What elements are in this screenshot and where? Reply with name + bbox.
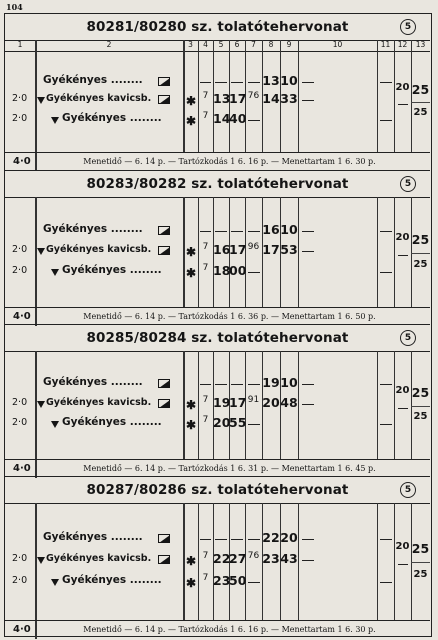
- time-hour: 20: [262, 394, 280, 410]
- down-triangle-icon: [51, 579, 59, 586]
- distance: 2·0: [12, 575, 28, 587]
- time-minute: 17: [229, 394, 247, 410]
- time-cell: 91: [247, 394, 260, 405]
- time-cell: 7: [202, 91, 209, 102]
- station-name: [62, 264, 162, 276]
- half-filled-rectangle-icon: [158, 77, 170, 86]
- empty-cell-dash: [380, 82, 392, 83]
- station-name: Gyékényes kavicsb.: [46, 93, 152, 105]
- leader-dots: ........: [126, 263, 162, 276]
- empty-cell-dash: [215, 539, 227, 540]
- value-cell: 25: [411, 231, 430, 247]
- empty-cell-dash: [248, 539, 260, 540]
- distance: 2·0: [12, 112, 28, 124]
- column-number: 7: [251, 40, 256, 49]
- time-minute: 50: [229, 573, 247, 589]
- distance: 2·0: [12, 243, 28, 255]
- column-divider: [298, 40, 299, 152]
- time-minute: 10: [280, 73, 298, 89]
- column-number: 9: [286, 40, 292, 49]
- time-hour: 17: [262, 241, 280, 257]
- time-minute: 27: [229, 551, 247, 567]
- note-asterisk: ✱: [186, 554, 197, 569]
- time-hour: 13: [213, 91, 231, 107]
- column-number: 8: [268, 40, 274, 49]
- train-block: [5, 170, 430, 325]
- empty-cell-dash: [248, 82, 260, 83]
- leader-dots: ........: [126, 111, 162, 124]
- value-cell: 25: [413, 258, 428, 270]
- column-number: 6: [234, 40, 240, 49]
- train-title: 80287/80286 sz. tolatótehervonat: [86, 482, 349, 498]
- column-number-row: [5, 40, 430, 52]
- time-minute: 33: [280, 91, 298, 107]
- time-minute: 20: [280, 530, 298, 546]
- train-title-row: [5, 325, 430, 352]
- empty-cell-dash: [200, 384, 211, 385]
- station-name: Gyékényes kavicsb.: [46, 396, 152, 408]
- column-divider: [298, 197, 299, 307]
- empty-cell-dash: [231, 231, 243, 232]
- time-hour: 23: [262, 551, 280, 567]
- time-minute: 53: [280, 241, 298, 257]
- station-name: [62, 416, 162, 428]
- column-divider: [298, 503, 299, 620]
- column-divider: [35, 621, 37, 639]
- down-triangle-icon: [51, 117, 59, 124]
- station-name: [43, 531, 143, 543]
- empty-cell-dash: [302, 560, 314, 561]
- train-block: [5, 14, 430, 170]
- empty-cell-dash: [231, 82, 243, 83]
- leader-dots: ........: [107, 223, 143, 235]
- empty-cell-dash: [380, 272, 392, 273]
- down-triangle-icon: [37, 401, 45, 408]
- station-label: Gyékényes: [43, 74, 108, 87]
- distance: 2·0: [12, 93, 28, 105]
- value-cell: 20: [395, 231, 410, 243]
- timing-summary: Menetidő — 6. 14 p. — Tartózkodás 1 6. 31 p. — Menettartam 1 6. 45 p.: [83, 464, 376, 473]
- class-badge: 5: [400, 176, 416, 192]
- value-cell: 20: [395, 385, 410, 397]
- time-cell: 7: [202, 551, 209, 562]
- time-minute: 48: [280, 394, 298, 410]
- empty-cell-dash: [248, 424, 260, 425]
- leader-dots: ........: [126, 416, 162, 429]
- empty-cell-dash: [248, 120, 260, 121]
- column-divider: [377, 503, 378, 620]
- timing-summary: Menetidő — 6. 14 p. — Tartózkodás 1 6. 16 p. — Menettartam 1 6. 30 p.: [83, 625, 376, 634]
- value-cell: 25: [413, 411, 428, 423]
- column-divider: [377, 197, 378, 307]
- train-title: 80281/80280 sz. tolatótehervonat: [86, 19, 349, 35]
- time-hour: 23: [213, 573, 231, 589]
- empty-cell-dash: [398, 564, 408, 565]
- time-minute: 40: [229, 110, 247, 126]
- empty-cell-dash: [380, 384, 392, 385]
- distance: 2·0: [12, 396, 28, 408]
- half-filled-rectangle-icon: [158, 246, 170, 255]
- empty-cell-dash: [231, 539, 243, 540]
- time-hour: 16: [213, 241, 231, 257]
- empty-cell-dash: [215, 384, 227, 385]
- empty-cell-dash: [380, 120, 392, 121]
- column-divider: [198, 503, 199, 620]
- class-badge: 5: [400, 482, 416, 498]
- total-distance: 4·0: [13, 463, 31, 474]
- note-asterisk: ✱: [186, 265, 197, 280]
- train-footer: [5, 152, 430, 171]
- down-triangle-icon: [51, 421, 59, 428]
- value-cell: 25: [411, 385, 430, 401]
- empty-cell-dash: [200, 82, 211, 83]
- page-number: 104: [6, 2, 23, 12]
- train-title-row: [5, 477, 430, 504]
- empty-cell-dash: [231, 384, 243, 385]
- leader-dots: ........: [126, 574, 162, 587]
- train-title-row: [5, 14, 430, 41]
- timing-summary: Menetidő — 6. 14 p. — Tartózkodás 1 6. 16 p. — Menettartam 1 6. 30 p.: [83, 157, 376, 166]
- time-cell: 76: [247, 91, 260, 102]
- half-filled-rectangle-icon: [158, 379, 170, 388]
- column-divider: [183, 351, 185, 459]
- empty-cell-dash: [248, 384, 260, 385]
- empty-cell-dash: [302, 539, 314, 540]
- train-footer: [5, 620, 430, 639]
- note-asterisk: ✱: [186, 113, 197, 128]
- note-asterisk: ✱: [186, 418, 197, 433]
- station-name: [43, 376, 143, 388]
- time-minute: 10: [280, 375, 298, 391]
- leader-dots: ........: [107, 74, 143, 87]
- note-asterisk: ✱: [186, 397, 197, 412]
- station-name: Gyékényes kavicsb.: [46, 553, 152, 565]
- station-name: [43, 74, 143, 86]
- value-cell: 20: [395, 82, 410, 94]
- half-filled-rectangle-icon: [158, 95, 170, 104]
- train-block: [5, 476, 430, 638]
- time-cell: 7: [202, 262, 209, 273]
- empty-cell-dash: [200, 231, 211, 232]
- time-hour: 19: [262, 375, 280, 391]
- station-label: Gyékényes: [43, 376, 108, 389]
- total-distance: 4·0: [13, 156, 31, 167]
- timetable-sheet: [4, 13, 432, 637]
- time-minute: 43: [280, 551, 298, 567]
- cell-rule: [411, 406, 430, 407]
- time-minute: 00: [229, 262, 247, 278]
- total-distance: 4·0: [13, 624, 31, 635]
- time-cell: 7: [202, 241, 209, 252]
- down-triangle-icon: [37, 97, 45, 104]
- half-filled-rectangle-icon: [158, 555, 170, 564]
- station-label: Gyékényes: [43, 223, 108, 235]
- time-hour: 20: [213, 415, 231, 431]
- column-divider: [183, 40, 185, 152]
- column-number: 11: [380, 40, 391, 49]
- column-divider: [198, 351, 199, 459]
- empty-cell-dash: [302, 231, 314, 232]
- time-cell: 7: [202, 573, 209, 584]
- time-hour: 22: [213, 551, 231, 567]
- column-number: 1: [17, 40, 23, 49]
- time-hour: 18: [213, 262, 231, 278]
- time-minute: 55: [229, 415, 247, 431]
- cell-rule: [411, 102, 430, 103]
- time-hour: 14: [262, 91, 280, 107]
- value-cell: 25: [411, 82, 430, 98]
- time-hour: 19: [213, 394, 231, 410]
- column-number: 3: [188, 40, 193, 49]
- down-triangle-icon: [37, 557, 45, 564]
- empty-cell-dash: [248, 272, 260, 273]
- empty-cell-dash: [248, 582, 260, 583]
- train-block: [5, 324, 430, 477]
- column-divider: [183, 503, 185, 620]
- column-divider: [377, 40, 378, 152]
- time-cell: 7: [202, 110, 209, 121]
- station-label: Gyékényes: [62, 574, 127, 587]
- empty-cell-dash: [380, 539, 392, 540]
- empty-cell-dash: [398, 408, 408, 409]
- value-cell: 20: [395, 540, 410, 552]
- empty-cell-dash: [302, 404, 314, 405]
- distance: 2·0: [12, 553, 28, 565]
- time-minute: 17: [229, 241, 247, 257]
- time-minute: 10: [280, 222, 298, 237]
- column-divider: [394, 351, 395, 459]
- time-hour: 22: [262, 530, 280, 546]
- leader-dots: ........: [107, 376, 143, 389]
- time-cell: 7: [202, 415, 209, 426]
- class-badge: 5: [400, 19, 416, 35]
- distance: 2·0: [12, 264, 28, 276]
- time-minute: 17: [229, 91, 247, 107]
- cell-rule: [411, 562, 430, 563]
- station-label: Gyékényes: [62, 111, 127, 124]
- distance: 2·0: [12, 417, 28, 429]
- column-number: 13: [415, 40, 426, 49]
- note-asterisk: ✱: [186, 576, 197, 591]
- half-filled-rectangle-icon: [158, 226, 170, 235]
- column-divider: [35, 40, 37, 152]
- timing-summary: Menetidő — 6. 14 p. — Tartózkodás 1 6. 36 p. — Menettartam 1 6. 50 p.: [83, 312, 376, 321]
- down-triangle-icon: [37, 248, 45, 255]
- empty-cell-dash: [215, 82, 227, 83]
- cell-rule: [411, 253, 430, 254]
- empty-cell-dash: [380, 424, 392, 425]
- column-divider: [183, 197, 185, 307]
- column-divider: [377, 351, 378, 459]
- station-label: Gyékényes: [62, 416, 127, 429]
- column-number: 10: [332, 40, 343, 49]
- empty-cell-dash: [200, 539, 211, 540]
- down-triangle-icon: [51, 269, 59, 276]
- empty-cell-dash: [215, 231, 227, 232]
- train-title-row: [5, 171, 430, 198]
- empty-cell-dash: [302, 384, 314, 385]
- time-cell: 7: [202, 394, 209, 405]
- value-cell: 25: [411, 540, 430, 556]
- empty-cell-dash: [398, 255, 408, 256]
- station-label: Gyékényes: [62, 263, 127, 276]
- station-name: [43, 223, 143, 235]
- column-divider: [198, 197, 199, 307]
- empty-cell-dash: [248, 231, 260, 232]
- value-cell: 25: [413, 569, 428, 581]
- time-cell: 96: [247, 241, 260, 252]
- train-title: 80285/80284 sz. tolatótehervonat: [86, 330, 349, 346]
- station-label: Gyékényes: [43, 531, 108, 544]
- station-name: [62, 112, 162, 124]
- half-filled-rectangle-icon: [158, 534, 170, 543]
- time-hour: 16: [262, 222, 280, 237]
- column-number: 5: [218, 40, 224, 49]
- note-asterisk: ✱: [186, 244, 197, 259]
- column-divider: [394, 40, 395, 152]
- station-name: Gyékényes kavicsb.: [46, 243, 152, 255]
- leader-dots: ........: [107, 531, 143, 544]
- time-hour: 14: [213, 110, 231, 126]
- column-divider: [394, 503, 395, 620]
- empty-cell-dash: [302, 100, 314, 101]
- half-filled-rectangle-icon: [158, 399, 170, 408]
- empty-cell-dash: [302, 251, 314, 252]
- column-number: 12: [397, 40, 408, 49]
- time-hour: 13: [262, 73, 280, 89]
- column-divider: [35, 153, 37, 171]
- empty-cell-dash: [398, 104, 408, 105]
- column-divider: [298, 351, 299, 459]
- class-badge: 5: [400, 330, 416, 346]
- value-cell: 25: [413, 106, 428, 118]
- note-asterisk: ✱: [186, 94, 197, 109]
- station-name: [62, 574, 162, 586]
- column-number: 2: [106, 40, 112, 49]
- empty-cell-dash: [302, 82, 314, 83]
- empty-cell-dash: [380, 231, 392, 232]
- total-distance: 4·0: [13, 311, 31, 322]
- column-number: 4: [203, 40, 208, 49]
- time-cell: 76: [247, 551, 260, 562]
- column-divider: [394, 197, 395, 307]
- train-title: 80283/80282 sz. tolatótehervonat: [86, 176, 349, 192]
- empty-cell-dash: [380, 582, 392, 583]
